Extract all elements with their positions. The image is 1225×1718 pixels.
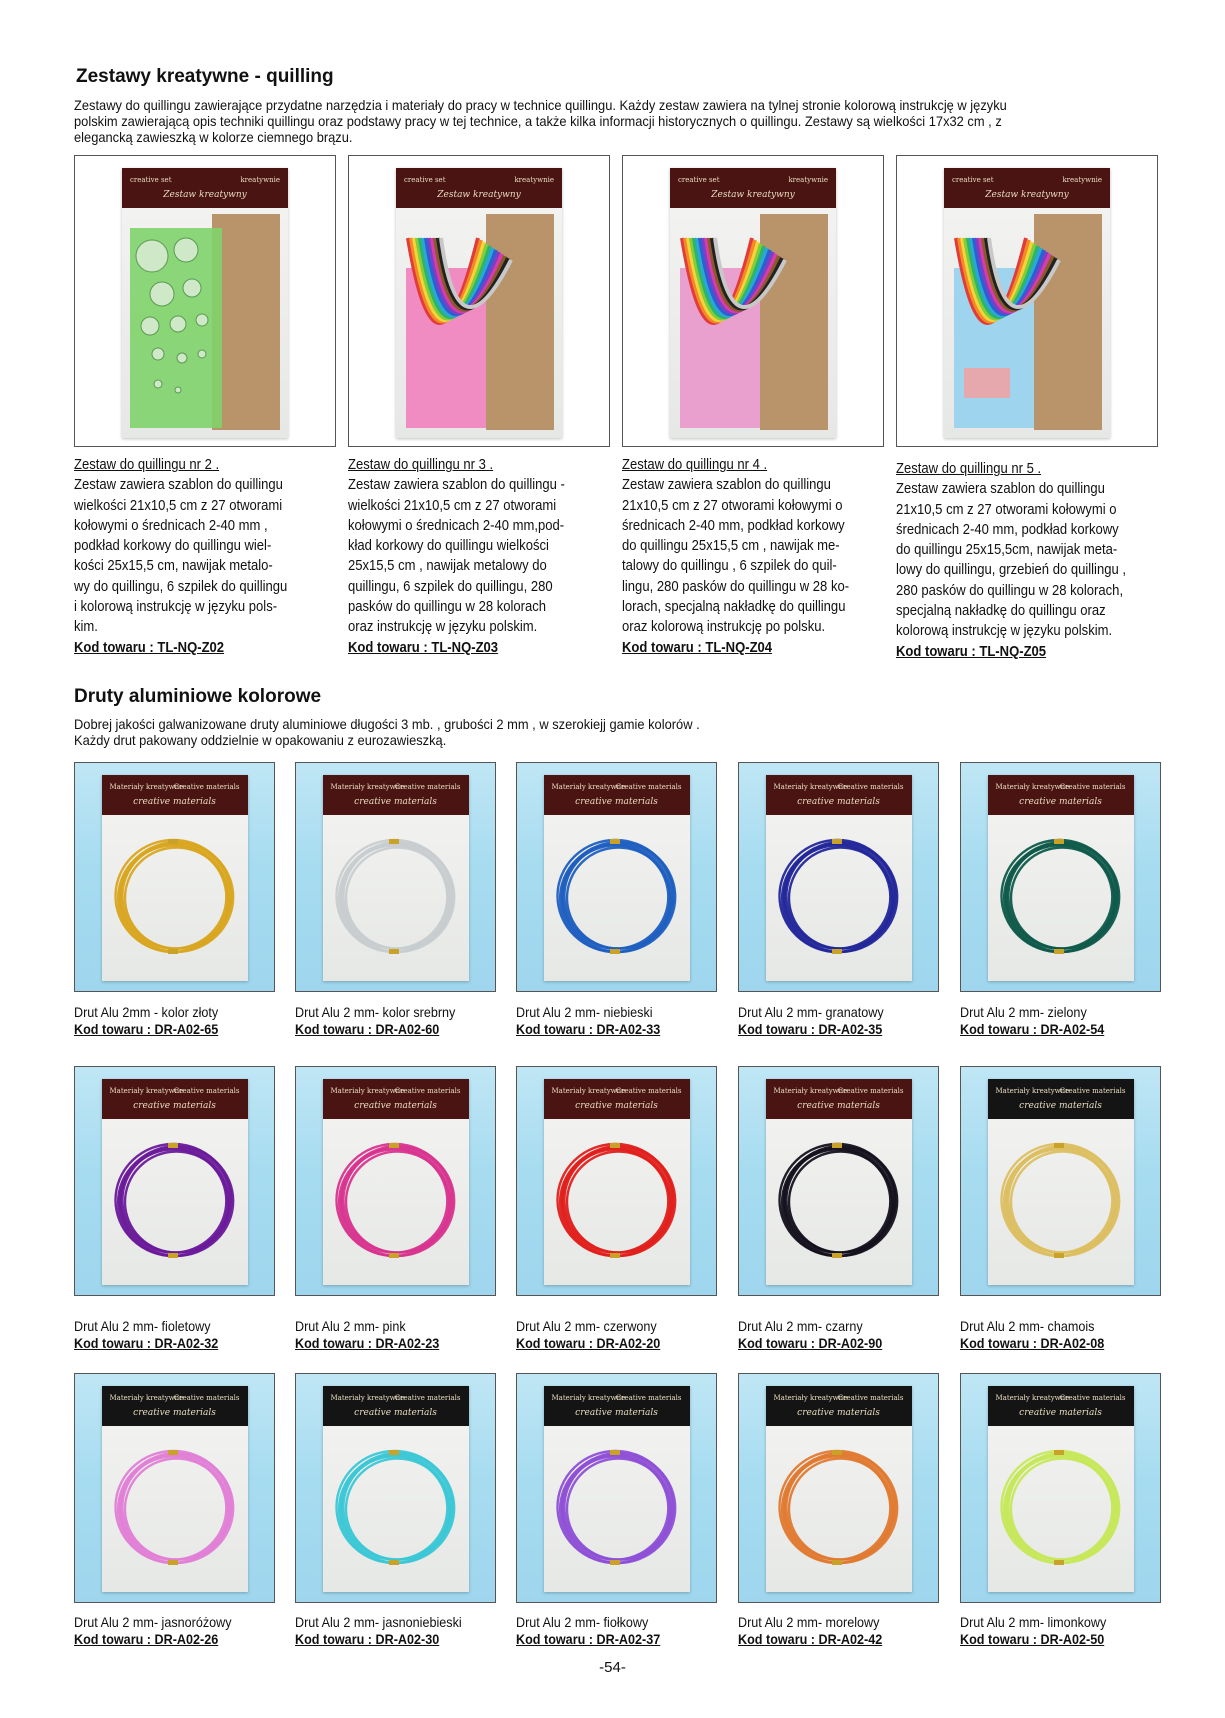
template-hole [177,353,187,363]
package-header-right: Creative materials [1059,1394,1126,1402]
quilling-set-description-line: specjalną nakładkę do quillingu oraz [896,602,1106,620]
wire-coil-loop [789,1459,892,1560]
package-header-left: Materiały kreatywne [995,1087,1070,1095]
wire-package [988,1079,1134,1285]
package-header-center: creative materials [133,1408,216,1418]
package-header-left: Materiały kreatywne [995,1394,1070,1402]
package-header-center: creative materials [133,797,216,807]
quilling-set-description-line: lowy do quillingu, grzebień do quillingu , [896,561,1126,579]
wire-tie [832,949,842,954]
quilling-set-description-line: kolorową instrukcję w języku polskim. [896,622,1113,640]
quilling-set-description-line: do quillingu 25x15,5 cm , nawijak me- [622,537,840,555]
product-code[interactable]: Kod towaru : TL-NQ-Z04 [622,638,773,656]
wire-coil-illustration [544,1426,690,1592]
package-header [544,1079,690,1119]
package-header-center: creative materials [575,1408,658,1418]
quilling-set-description-line: 280 pasków do quillingu w 28 kolorach, [896,581,1124,599]
wire-tie [832,1560,842,1565]
wire-product-name[interactable]: Drut Alu 2 mm- granatowy [738,1004,884,1020]
product-code[interactable]: Kod towaru : DR-A02-37 [516,1631,661,1647]
template-hole [183,279,201,297]
wire-coil-loop [125,1152,228,1253]
wire-product-caption [74,1614,232,1648]
package-header-right: Creative materials [394,783,461,791]
wire-package [544,1386,690,1592]
wire-product-image [74,1066,275,1296]
wire-product-name[interactable]: Drut Alu 2 mm- czerwony [516,1318,657,1334]
wire-coil-loop [789,1152,892,1253]
wire-tie [389,1253,399,1258]
wire-coil-loop [125,1459,228,1560]
wire-package [102,1386,248,1592]
package-header [766,1386,912,1426]
wire-product-caption [74,1318,218,1352]
quilling-set-caption [74,455,287,658]
product-code[interactable]: Kod towaru : DR-A02-90 [738,1335,883,1351]
template-hole [174,238,198,262]
wire-tie [389,1560,399,1565]
package-header-right: Creative materials [173,1087,240,1095]
package-header-left: Materiały kreatywne [330,783,405,791]
wire-coil-illustration [323,1426,469,1592]
quilling-set-description-line: 25x15,5 cm , nawijak metalowy do [348,557,547,575]
quilling-set-description-line: wy do quillingu, 6 szpilek do quillingu [74,577,288,595]
wire-product-caption [295,1318,439,1352]
package-header [670,168,836,208]
quilling-set-caption [622,455,849,658]
quilling-set-title[interactable]: Zestaw do quillingu nr 2 . [74,456,220,473]
product-code[interactable]: Kod towaru : TL-NQ-Z05 [896,642,1047,660]
product-code[interactable]: Kod towaru : DR-A02-50 [960,1631,1105,1647]
template-hole [170,316,186,332]
quilling-package [396,168,562,438]
quilling-set-image [348,155,610,447]
wire-tie [389,1450,399,1455]
wire-package [102,775,248,981]
package-header-center: creative materials [1019,1408,1102,1418]
package-header [323,775,469,815]
wire-tie [168,1450,178,1455]
wire-product-name[interactable]: Drut Alu 2 mm- czarny [738,1318,863,1334]
wire-product-caption [516,1614,660,1648]
package-header [544,775,690,815]
wire-tie [1054,1253,1064,1258]
package-header-right: kreatywnie [514,176,554,184]
quilling-set-title[interactable]: Zestaw do quillingu nr 5 . [896,460,1042,477]
wire-product-image [960,762,1161,992]
wire-coil-illustration [544,1119,690,1285]
quilling-set-image [622,155,884,447]
wire-product-caption [516,1318,660,1352]
package-header-right: Creative materials [615,783,682,791]
wire-coil-illustration [766,815,912,981]
package-header-right: Creative materials [1059,783,1126,791]
wire-tie [389,839,399,844]
wire-coil-illustration [102,1426,248,1592]
wire-tie [389,949,399,954]
product-code[interactable]: Kod towaru : DR-A02-65 [74,1021,219,1037]
wire-tie [389,1143,399,1148]
wire-product-name[interactable]: Drut Alu 2 mm- jasnoniebieski [295,1614,462,1630]
package-header-center: creative materials [354,1101,437,1111]
wire-tie [1054,1450,1064,1455]
cork-board [212,214,280,430]
wire-coil-illustration [102,815,248,981]
product-code[interactable]: Kod towaru : DR-A02-33 [516,1021,661,1037]
template-hole [196,314,208,326]
template-hole [152,348,164,360]
package-header [988,775,1134,815]
wire-tie [832,839,842,844]
package-header-left: Materiały kreatywne [773,783,848,791]
quilling-set-description-line: lingu, 280 pasków do quillingu w 28 ko- [622,577,850,595]
package-header-left: Materiały kreatywne [773,1394,848,1402]
product-code[interactable]: Kod towaru : DR-A02-32 [74,1335,219,1351]
package-header-center: creative materials [797,1101,880,1111]
quilling-set-description-line: Zestaw zawiera szablon do quillingu - [348,476,565,494]
wire-product-image [738,1066,939,1296]
product-code[interactable]: Kod towaru : DR-A02-60 [295,1021,440,1037]
wire-coil-illustration [323,815,469,981]
package-header [122,168,288,208]
template-hole [141,317,159,335]
wire-package [988,1386,1134,1592]
wire-product-image [516,1066,717,1296]
wire-product-name[interactable]: Drut Alu 2 mm- zielony [960,1004,1087,1020]
quilling-contents-illustration [670,208,836,438]
template-hole [154,380,162,388]
package-header-right: Creative materials [615,1087,682,1095]
product-code[interactable]: Kod towaru : DR-A02-54 [960,1021,1105,1037]
quilling-set-description-line: kim. [74,618,98,636]
quilling-set-title[interactable]: Zestaw do quillingu nr 4 . [622,456,768,473]
wire-tie [610,1450,620,1455]
product-code[interactable]: Kod towaru : DR-A02-23 [295,1335,440,1351]
wire-product-image [295,1066,496,1296]
package-header [323,1386,469,1426]
package-header-left: Materiały kreatywne [551,1394,626,1402]
package-header-left: Materiały kreatywne [109,1087,184,1095]
wire-coil-illustration [988,815,1134,981]
quilling-set-image [74,155,336,447]
wire-coil-illustration [766,1426,912,1592]
wire-coil-illustration [988,1119,1134,1285]
wire-product-caption [295,1004,455,1038]
quilling-intro [74,97,1160,145]
quilling-set-description-line: pasków do quillingu w 28 kolorach [348,598,547,616]
wire-coil-loop [346,1459,449,1560]
package-header-center: Zestaw kreatywny [711,190,795,200]
quilling-set-description-line: kości 25x15,5 cm, nawijak metalo- [74,557,273,575]
wire-coil-loop [789,848,892,949]
quilling-set-description-line: 21x10,5 cm z 27 otworami kołowymi o [622,496,843,514]
quilling-section-title: Zestawy kreatywne - quilling [76,66,334,87]
package-header-left: Materiały kreatywne [551,1087,626,1095]
quilling-set-description-line: średnicach 2-40 mm, podkład korkowy [622,516,845,534]
wire-product-caption [295,1614,462,1648]
wire-product-name[interactable]: Drut Alu 2 mm- kolor srebrny [295,1004,456,1020]
wire-tie [832,1253,842,1258]
package-header [102,1386,248,1426]
wire-product-name[interactable]: Drut Alu 2 mm- niebieski [516,1004,653,1020]
package-header [102,775,248,815]
package-header-center: creative materials [1019,797,1102,807]
quilling-set-description-line: podkład korkowy do quillingu wiel- [74,537,272,555]
wire-product-caption [738,1614,882,1648]
wire-product-caption [74,1004,218,1038]
quilling-set-caption [896,459,1126,662]
package-header-right: Creative materials [394,1394,461,1402]
package-header-right: Creative materials [837,1087,904,1095]
package-header [102,1079,248,1119]
wire-tie [168,839,178,844]
quilling-set-description-line: kołowymi o średnicach 2-40 mm , [74,516,268,534]
quilling-overlay [964,368,1010,398]
quilling-set-description-line: wielkości 21x10,5 cm z 27 otworami [348,496,557,514]
product-code[interactable]: Kod towaru : TL-NQ-Z03 [348,638,499,656]
package-header-left: Materiały kreatywne [330,1087,405,1095]
package-header [766,775,912,815]
quilling-set-description-line: kład korkowy do quillingu wielkości [348,537,549,555]
package-header-center: creative materials [797,1408,880,1418]
quilling-contents-illustration [944,208,1110,438]
wire-tie [168,1143,178,1148]
package-header-left: Materiały kreatywne [551,783,626,791]
template-hole [175,387,181,393]
wire-coil-illustration [988,1426,1134,1592]
quilling-package [944,168,1110,438]
package-header-center: creative materials [354,797,437,807]
wire-tie [610,839,620,844]
quilling-set-description-line: Zestaw zawiera szablon do quillingu [622,476,831,494]
wires-intro [74,716,884,748]
package-header-center: creative materials [575,797,658,807]
wire-product-name[interactable]: Drut Alu 2mm - kolor złoty [74,1004,219,1020]
package-header [766,1079,912,1119]
package-header [323,1079,469,1119]
package-header-center: creative materials [1019,1101,1102,1111]
quilling-package [122,168,288,438]
wire-tie [1054,1560,1064,1565]
wire-package [323,775,469,981]
package-header-right: Creative materials [394,1087,461,1095]
wire-coil-illustration [323,1119,469,1285]
package-header-right: kreatywnie [788,176,828,184]
wire-product-caption [960,1614,1106,1648]
package-header [544,1386,690,1426]
wire-tie [832,1143,842,1148]
package-header-center: Zestaw kreatywny [163,190,247,200]
page-number: -54- [599,1659,626,1676]
wire-product-caption [960,1004,1104,1038]
quilling-set-caption [348,455,565,658]
wires-intro-line: Każdy drut pakowany oddzielnie w opakowaniu z eurozawieszką. [74,732,447,748]
quilling-set-description-line: oraz instrukcję w języku polskim. [348,618,538,636]
package-header-center: creative materials [133,1101,216,1111]
package-header-left: creative set [678,176,720,184]
wire-package [323,1079,469,1285]
wire-tie [168,949,178,954]
quilling-contents-illustration [396,208,562,438]
wire-package [323,1386,469,1592]
package-header-left: Materiały kreatywne [109,1394,184,1402]
template-hole [136,240,168,272]
quilling-set-description-line: do quillingu 25x15,5cm, nawijak meta- [896,541,1118,559]
quilling-set-description-line: oraz kolorową instrukcję po polsku. [622,618,826,636]
wire-tie [168,1253,178,1258]
wire-coil-illustration [766,1119,912,1285]
quilling-package [670,168,836,438]
wire-product-image [516,762,717,992]
quilling-set-description-line: wielkości 21x10,5 cm z 27 otworami [74,496,283,514]
wire-coil-loop [346,848,449,949]
quilling-set-image [896,155,1158,447]
wire-product-caption [738,1004,884,1038]
package-header-right: Creative materials [173,783,240,791]
wire-tie [610,1253,620,1258]
wire-product-image [516,1373,717,1603]
wire-tie [610,949,620,954]
quilling-set-description-line: Zestaw zawiera szablon do quillingu [74,476,283,494]
wire-product-name[interactable]: Drut Alu 2 mm- fioletowy [74,1318,211,1334]
wire-product-name[interactable]: Drut Alu 2 mm- fiołkowy [516,1614,649,1630]
package-header-center: Zestaw kreatywny [437,190,521,200]
wire-product-image [960,1066,1161,1296]
quilling-set-title[interactable]: Zestaw do quillingu nr 3 . [348,456,494,473]
template-hole [150,282,174,306]
wire-product-caption [960,1318,1104,1352]
wire-coil-illustration [102,1119,248,1285]
wire-product-name[interactable]: Drut Alu 2 mm- morelowy [738,1614,880,1630]
package-header-center: Zestaw kreatywny [985,190,1069,200]
package-header [396,168,562,208]
quilling-set-description-line: kołowymi o średnicach 2-40 mm,pod- [348,516,565,534]
package-header-left: creative set [130,176,172,184]
wire-product-name[interactable]: Drut Alu 2 mm- jasnoróżowy [74,1614,232,1630]
package-header-left: Materiały kreatywne [995,783,1070,791]
package-header-left: Materiały kreatywne [773,1087,848,1095]
package-header-right: Creative materials [837,1394,904,1402]
wire-product-caption [516,1004,660,1038]
wire-coil-illustration [544,815,690,981]
cork-board [1034,214,1102,430]
quilling-set-description-line: 21x10,5 cm z 27 otworami kołowymi o [896,500,1117,518]
package-header-left: creative set [952,176,994,184]
quilling-set-description-line: talowy do quillingu , 6 szpilek do quil- [622,557,837,575]
wire-tie [1054,1143,1064,1148]
package-header-left: creative set [404,176,446,184]
package-header-center: creative materials [797,797,880,807]
wire-tie [1054,949,1064,954]
package-header-center: creative materials [575,1101,658,1111]
package-header-right: kreatywnie [1062,176,1102,184]
wire-product-image [295,762,496,992]
wire-coil-loop [346,1152,449,1253]
wire-product-image [960,1373,1161,1603]
wire-product-caption [738,1318,882,1352]
wire-package [766,1386,912,1592]
quilling-set-description-line: quillingu, 6 szpilek do quillingu, 280 [348,577,553,595]
quilling-intro-line: elegancką zawieszką w kolorze ciemnego brązu. [74,129,353,145]
package-header-right: Creative materials [615,1394,682,1402]
cork-board [760,214,828,430]
wire-product-name[interactable]: Drut Alu 2 mm- chamois [960,1318,1095,1334]
product-code[interactable]: Kod towaru : DR-A02-26 [74,1631,219,1647]
wire-package [988,775,1134,981]
wire-coil-loop [1011,1459,1114,1560]
wire-coil-loop [567,848,670,949]
package-header [944,168,1110,208]
product-code[interactable]: Kod towaru : DR-A02-42 [738,1631,883,1647]
wire-product-image [295,1373,496,1603]
package-header-left: Materiały kreatywne [109,783,184,791]
product-code[interactable]: Kod towaru : DR-A02-30 [295,1631,440,1647]
wire-product-name[interactable]: Drut Alu 2 mm- limonkowy [960,1614,1107,1630]
wire-package [766,1079,912,1285]
wire-tie [832,1450,842,1455]
wire-tie [610,1143,620,1148]
quilling-set-description-line: Zestaw zawiera szablon do quillingu [896,480,1105,498]
wire-product-name[interactable]: Drut Alu 2 mm- pink [295,1318,406,1334]
wire-tie [168,1560,178,1565]
package-header-left: Materiały kreatywne [330,1394,405,1402]
package-header [988,1079,1134,1119]
wires-intro-line: Dobrej jakości galwanizowane druty aluminiowe długości 3 mb. , grubości 2 mm , w szerokiejj gamie kolorów . [74,716,700,732]
wire-package [544,1079,690,1285]
template-hole [198,350,206,358]
wire-coil-loop [567,1459,670,1560]
wire-tie [1054,839,1064,844]
package-header-right: Creative materials [837,783,904,791]
wire-product-image [74,1373,275,1603]
package-header-right: Creative materials [173,1394,240,1402]
package-header-center: creative materials [354,1408,437,1418]
product-code[interactable]: Kod towaru : DR-A02-20 [516,1335,661,1351]
quilling-set-description-line: średnicach 2-40 mm, podkład korkowy [896,520,1119,538]
wire-product-image [738,1373,939,1603]
wire-package [102,1079,248,1285]
wire-product-image [738,762,939,992]
wire-coil-loop [567,1152,670,1253]
wire-package [766,775,912,981]
quilling-intro-line: polskim zawierającą opis techniki quillingu oraz podstawy pracy w tej technice, a także kilka informacji historycznych o quillingu. Zestawy są wielkości 17x32 cm , z [74,113,1002,129]
package-header-right: kreatywnie [240,176,280,184]
product-code[interactable]: Kod towaru : DR-A02-08 [960,1335,1105,1351]
wires-section-title: Druty aluminiowe kolorowe [74,686,322,707]
wire-package [544,775,690,981]
product-code[interactable]: Kod towaru : TL-NQ-Z02 [74,638,225,656]
quilling-set-description-line: lorach, specjalną nakładkę do quillingu [622,598,846,616]
quilling-set-description-line: i kolorową instrukcję w języku pols- [74,598,278,616]
package-header [988,1386,1134,1426]
wire-coil-loop [1011,848,1114,949]
wire-tie [610,1560,620,1565]
wire-coil-loop [1011,1152,1114,1253]
cork-board [486,214,554,430]
product-code[interactable]: Kod towaru : DR-A02-35 [738,1021,883,1037]
wire-product-image [74,762,275,992]
wire-coil-loop [125,848,228,949]
quilling-intro-line: Zestawy do quillingu zawierające przydatne narzędzia i materiały do pracy w technice quillingu. Każdy zestaw zawiera na tylnej stronie kolorową instrukcję w języku [74,97,1007,113]
quilling-contents-illustration [122,208,288,438]
package-header-right: Creative materials [1059,1087,1126,1095]
